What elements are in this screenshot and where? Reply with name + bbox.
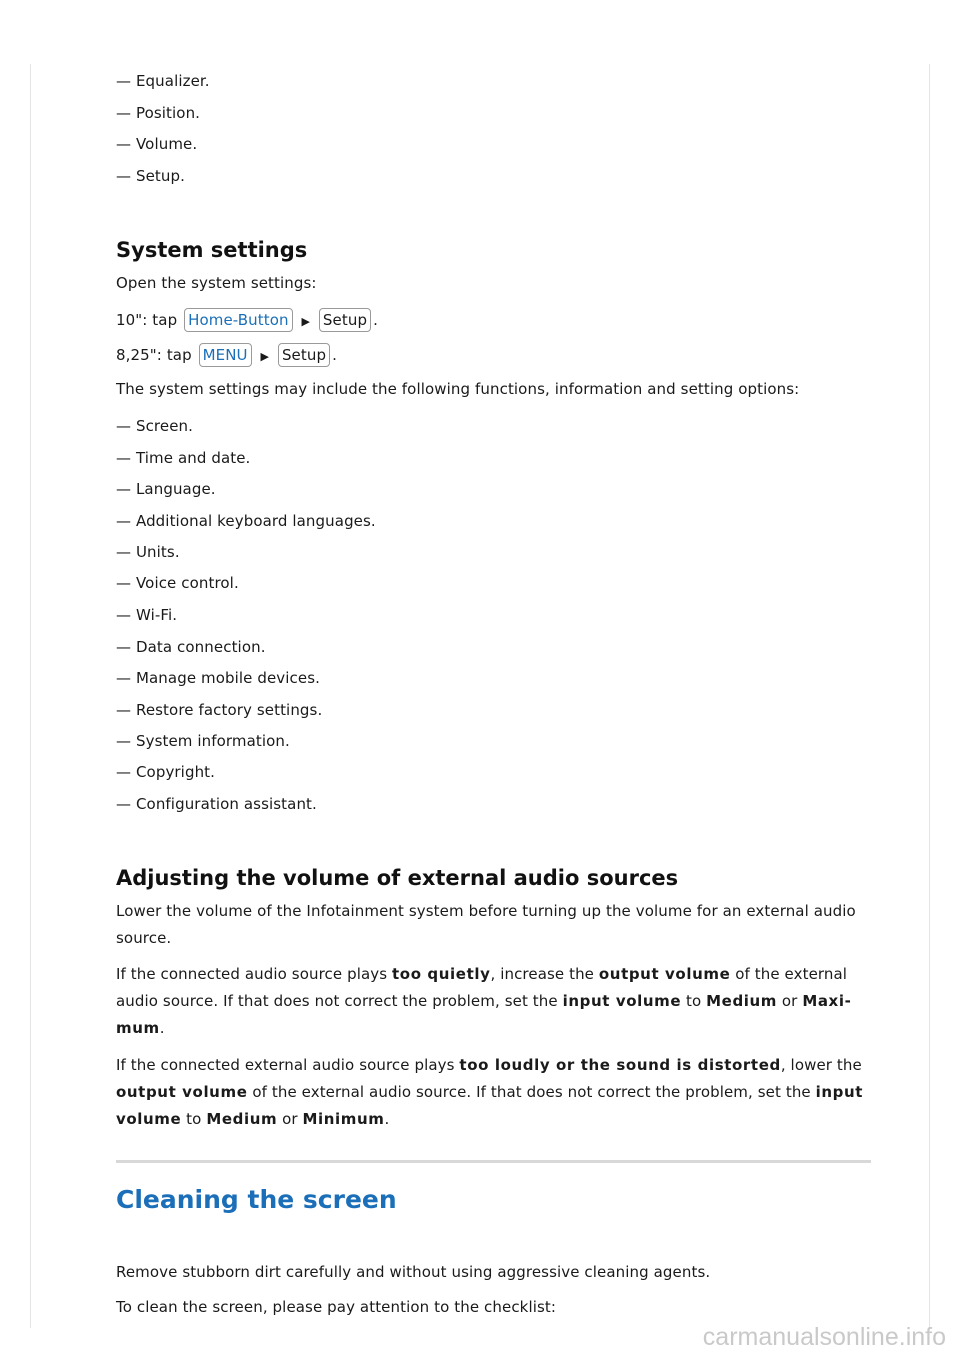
path-prefix: 10": tap	[116, 311, 178, 329]
list-item: — Voice control.	[116, 574, 239, 592]
list-item: — Setup.	[116, 167, 185, 185]
path-prefix: 8,25": tap	[116, 346, 192, 364]
list-item: — Equalizer.	[116, 72, 210, 90]
page-left-rule	[30, 64, 31, 1328]
list-item: — Position.	[116, 104, 201, 122]
section-heading-system-settings: System settings	[116, 238, 308, 262]
arrow-right-icon: ▶	[260, 350, 270, 363]
home-button-key[interactable]: Home-Button	[184, 308, 293, 332]
menu-key[interactable]: MENU	[199, 343, 252, 367]
list-item: — Data connection.	[116, 638, 266, 656]
system-path-10inch: 10": tap Home-Button ▶ Setup .	[116, 308, 378, 332]
page-right-rule	[929, 64, 930, 1328]
list-item: — Additional keyboard languages.	[116, 512, 376, 530]
external-paragraph-2: If the connected audio source plays too quietly, increase the output volume of the external audio source. If that does not correct the problem, set the input volume to Medium or Maxi-mum.	[116, 965, 852, 1037]
watermark: carmanualsonline.info	[702, 1323, 946, 1351]
external-paragraph-1: Lower the volume of the Infotainment system before turning up the volume for an external audio source.	[116, 902, 856, 947]
list-item: — System information.	[116, 732, 290, 750]
list-item: — Language.	[116, 480, 216, 498]
list-item: — Wi-Fi.	[116, 606, 178, 624]
list-item: — Units.	[116, 543, 180, 561]
external-paragraph-3: If the connected external audio source plays too loudly or the sound is distorted, lower the output volume of the external audio source. If that does not correct the problem, set the input volume to Medium or Minimum.	[116, 1056, 864, 1128]
list-item: — Manage mobile devices.	[116, 669, 321, 687]
list-item: — Volume.	[116, 135, 198, 153]
cleaning-paragraph-2: To clean the screen, please pay attention to the checklist:	[116, 1298, 557, 1316]
section-divider	[116, 1160, 871, 1163]
list-item: — Configuration assistant.	[116, 795, 317, 813]
list-item: — Restore factory settings.	[116, 701, 323, 719]
arrow-right-icon: ▶	[301, 315, 311, 328]
list-item: — Screen.	[116, 417, 194, 435]
section-heading-cleaning: Cleaning the screen	[116, 1185, 397, 1214]
system-intro-text: The system settings may include the following functions, information and setting options:	[116, 380, 800, 398]
list-item: — Copyright.	[116, 763, 216, 781]
section-heading-external-audio: Adjusting the volume of external audio sources	[116, 866, 679, 890]
system-open-text: Open the system settings:	[116, 274, 317, 292]
setup-key[interactable]: Setup	[278, 343, 330, 367]
list-item: — Time and date.	[116, 449, 251, 467]
system-path-825inch: 8,25": tap MENU ▶ Setup .	[116, 343, 337, 367]
cleaning-paragraph-1: Remove stubborn dirt carefully and without using aggressive cleaning agents.	[116, 1263, 711, 1281]
setup-key[interactable]: Setup	[319, 308, 371, 332]
